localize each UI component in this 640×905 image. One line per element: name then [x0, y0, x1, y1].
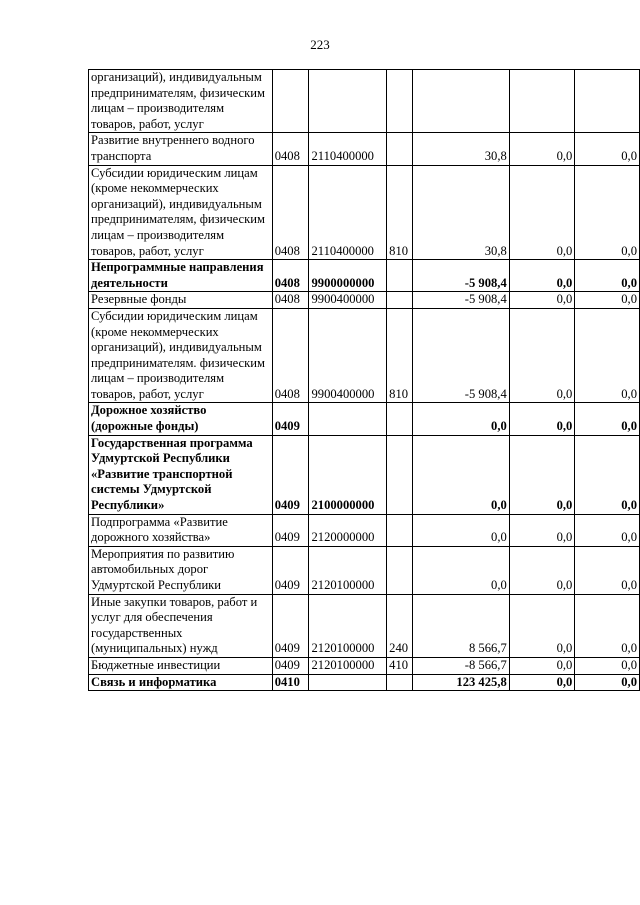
amount-cell-3 — [575, 70, 640, 133]
amount-cell-3: 0,0 — [575, 546, 640, 594]
amount-cell: -5 908,4 — [413, 308, 510, 403]
amount-cell-2: 0,0 — [509, 308, 575, 403]
amount-cell-2: 0,0 — [509, 435, 575, 514]
expense-type-cell — [387, 514, 413, 546]
expense-type-cell — [387, 133, 413, 165]
target-code-cell — [309, 70, 387, 133]
target-code-cell: 9900000000 — [309, 260, 387, 292]
expense-type-cell — [387, 260, 413, 292]
table-row — [89, 546, 640, 594]
amount-cell: 8 566,7 — [413, 594, 510, 657]
amount-cell: 30,8 — [413, 133, 510, 165]
amount-cell-3: 0,0 — [575, 292, 640, 309]
table-row — [89, 292, 640, 309]
section-code-cell: 0409 — [272, 594, 309, 657]
section-code-cell — [272, 70, 309, 133]
table-row — [89, 435, 640, 514]
row-name-cell: Иные закупки товаров, работ и услуг для обеспечения государственных (муниципальных) нужд — [89, 594, 273, 657]
target-code-cell: 2120100000 — [309, 657, 387, 674]
section-code-cell: 0409 — [272, 403, 309, 435]
expense-type-cell: 810 — [387, 308, 413, 403]
target-code-cell: 2120100000 — [309, 546, 387, 594]
amount-cell-3: 0,0 — [575, 308, 640, 403]
amount-cell: 123 425,8 — [413, 674, 510, 691]
target-code-cell: 2100000000 — [309, 435, 387, 514]
amount-cell-3: 0,0 — [575, 435, 640, 514]
target-code-cell: 9900400000 — [309, 308, 387, 403]
amount-cell-2 — [509, 70, 575, 133]
table-row — [89, 594, 640, 657]
target-code-cell: 9900400000 — [309, 292, 387, 309]
expense-type-cell: 810 — [387, 165, 413, 260]
section-code-cell: 0408 — [272, 260, 309, 292]
target-code-cell — [309, 674, 387, 691]
amount-cell-2: 0,0 — [509, 594, 575, 657]
row-name-cell: Субсидии юридическим лицам (кроме некоммерческих организаций), индивидуальным предпринимателям. физическим лицам – производителям товаров, работ, услуг — [89, 308, 273, 403]
target-code-cell: 2120100000 — [309, 594, 387, 657]
section-code-cell: 0409 — [272, 657, 309, 674]
amount-cell-3: 0,0 — [575, 657, 640, 674]
amount-cell: -5 908,4 — [413, 260, 510, 292]
target-code-cell — [309, 403, 387, 435]
amount-cell: 0,0 — [413, 403, 510, 435]
amount-cell: 0,0 — [413, 546, 510, 594]
row-name-cell: Непрограммные направления деятельности — [89, 260, 273, 292]
amount-cell-2: 0,0 — [509, 657, 575, 674]
amount-cell-3: 0,0 — [575, 403, 640, 435]
section-code-cell: 0410 — [272, 674, 309, 691]
amount-cell: -8 566,7 — [413, 657, 510, 674]
target-code-cell: 2110400000 — [309, 165, 387, 260]
table-row — [89, 308, 640, 403]
table-row — [89, 657, 640, 674]
section-code-cell: 0408 — [272, 292, 309, 309]
amount-cell: 30,8 — [413, 165, 510, 260]
amount-cell — [413, 70, 510, 133]
table-row — [89, 514, 640, 546]
expense-type-cell — [387, 403, 413, 435]
section-code-cell: 0408 — [272, 308, 309, 403]
expense-type-cell: 410 — [387, 657, 413, 674]
target-code-cell: 2110400000 — [309, 133, 387, 165]
amount-cell: 0,0 — [413, 435, 510, 514]
amount-cell-3: 0,0 — [575, 674, 640, 691]
amount-cell-2: 0,0 — [509, 260, 575, 292]
amount-cell-3: 0,0 — [575, 165, 640, 260]
section-code-cell: 0409 — [272, 435, 309, 514]
amount-cell: -5 908,4 — [413, 292, 510, 309]
expense-type-cell — [387, 435, 413, 514]
row-name-cell: Государственная программа Удмуртской Республики «Развитие транспортной системы Удмуртской Республики» — [89, 435, 273, 514]
row-name-cell: Субсидии юридическим лицам (кроме некоммерческих организаций), индивидуальным предпринимателям, физическим лицам – производителям товаров, работ, услуг — [89, 165, 273, 260]
row-name-cell: организаций), индивидуальным предпринимателям, физическим лицам – производителям товаров, работ, услуг — [89, 70, 273, 133]
table-row — [89, 403, 640, 435]
amount-cell-3: 0,0 — [575, 514, 640, 546]
table-row — [89, 165, 640, 260]
row-name-cell: Дорожное хозяйство (дорожные фонды) — [89, 403, 273, 435]
expense-type-cell — [387, 546, 413, 594]
section-code-cell: 0409 — [272, 546, 309, 594]
table-row — [89, 674, 640, 691]
expense-type-cell — [387, 674, 413, 691]
amount-cell-3: 0,0 — [575, 594, 640, 657]
section-code-cell: 0409 — [272, 514, 309, 546]
table-row — [89, 260, 640, 292]
amount-cell-2: 0,0 — [509, 546, 575, 594]
row-name-cell: Резервные фонды — [89, 292, 273, 309]
section-code-cell: 0408 — [272, 165, 309, 260]
target-code-cell: 2120000000 — [309, 514, 387, 546]
expense-type-cell: 240 — [387, 594, 413, 657]
amount-cell-2: 0,0 — [509, 292, 575, 309]
row-name-cell: Подпрограмма «Развитие дорожного хозяйства» — [89, 514, 273, 546]
budget-table — [88, 69, 640, 691]
table-row — [89, 133, 640, 165]
amount-cell-2: 0,0 — [509, 674, 575, 691]
row-name-cell: Бюджетные инвестиции — [89, 657, 273, 674]
section-code-cell: 0408 — [272, 133, 309, 165]
expense-type-cell — [387, 292, 413, 309]
row-name-cell: Развитие внутреннего водного транспорта — [89, 133, 273, 165]
row-name-cell: Связь и информатика — [89, 674, 273, 691]
amount-cell-3: 0,0 — [575, 133, 640, 165]
page-number: 223 — [310, 37, 330, 52]
amount-cell-2: 0,0 — [509, 514, 575, 546]
amount-cell-2: 0,0 — [509, 403, 575, 435]
amount-cell-2: 0,0 — [509, 165, 575, 260]
amount-cell-2: 0,0 — [509, 133, 575, 165]
row-name-cell: Мероприятия по развитию автомобильных дорог Удмуртской Республики — [89, 546, 273, 594]
table-row — [89, 70, 640, 133]
amount-cell-3: 0,0 — [575, 260, 640, 292]
amount-cell: 0,0 — [413, 514, 510, 546]
expense-type-cell — [387, 70, 413, 133]
